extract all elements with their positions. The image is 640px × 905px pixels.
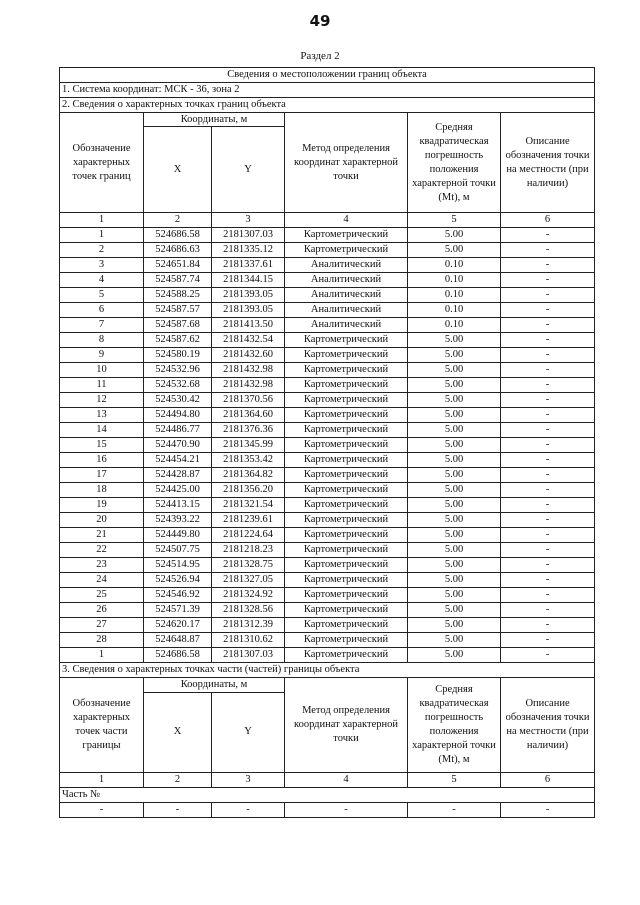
part-cell: -: [285, 803, 408, 818]
cell-coord-x: 524507.75: [144, 543, 212, 558]
cell-point-id: 1: [60, 648, 144, 663]
header-coords: Координаты, м: [144, 113, 285, 127]
cell-method: Аналитический: [285, 273, 408, 288]
cell-coord-y: 2181413.50: [212, 318, 285, 333]
cell-point-id: 22: [60, 543, 144, 558]
cell-error: 5.00: [408, 573, 501, 588]
column-number: 5: [408, 773, 501, 788]
cell-description: -: [501, 243, 595, 258]
cell-coord-x: 524454.21: [144, 453, 212, 468]
cell-method: Картометрический: [285, 243, 408, 258]
cell-error: 0.10: [408, 273, 501, 288]
cell-method: Картометрический: [285, 438, 408, 453]
cell-point-id: 3: [60, 258, 144, 273]
table-row: [60, 393, 595, 408]
cell-method: Картометрический: [285, 423, 408, 438]
cell-coord-x: 524470.90: [144, 438, 212, 453]
cell-point-id: 25: [60, 588, 144, 603]
cell-description: -: [501, 558, 595, 573]
cell-point-id: 23: [60, 558, 144, 573]
cell-error: 0.10: [408, 258, 501, 273]
column-number: 3: [212, 773, 285, 788]
cell-error: 5.00: [408, 438, 501, 453]
header2-coords: Координаты, м: [144, 678, 285, 693]
cell-point-id: 18: [60, 483, 144, 498]
cell-coord-x: 524425.00: [144, 483, 212, 498]
table-row: [60, 378, 595, 393]
cell-description: -: [501, 258, 595, 273]
header-x: X: [144, 127, 212, 213]
cell-description: -: [501, 363, 595, 378]
part-cell: -: [501, 803, 595, 818]
cell-coord-y: 2181345.99: [212, 438, 285, 453]
cell-description: -: [501, 273, 595, 288]
cell-description: -: [501, 543, 595, 558]
cell-coord-y: 2181364.60: [212, 408, 285, 423]
column-number: 3: [212, 213, 285, 228]
cell-description: -: [501, 648, 595, 663]
cell-method: Картометрический: [285, 453, 408, 468]
table-row: [60, 333, 595, 348]
cell-point-id: 7: [60, 318, 144, 333]
cell-coord-x: 524686.58: [144, 228, 212, 243]
header2-point: Обозначение характерных точек части границы: [60, 678, 144, 773]
cell-error: 5.00: [408, 618, 501, 633]
cell-point-id: 16: [60, 453, 144, 468]
header2-y: Y: [212, 692, 285, 772]
cell-error: 5.00: [408, 333, 501, 348]
column-number: 6: [501, 773, 595, 788]
cell-coord-x: 524571.39: [144, 603, 212, 618]
table-row: [60, 633, 595, 648]
cell-method: Картометрический: [285, 378, 408, 393]
cell-coord-y: 2181432.98: [212, 363, 285, 378]
cell-point-id: 5: [60, 288, 144, 303]
cell-description: -: [501, 573, 595, 588]
cell-description: -: [501, 498, 595, 513]
cell-point-id: 15: [60, 438, 144, 453]
cell-coord-y: 2181328.75: [212, 558, 285, 573]
cell-method: Картометрический: [285, 633, 408, 648]
column-number: 4: [285, 213, 408, 228]
cell-method: Картометрический: [285, 648, 408, 663]
cell-method: Картометрический: [285, 333, 408, 348]
section-label: Раздел 2: [300, 50, 340, 62]
cell-coord-y: 2181337.61: [212, 258, 285, 273]
section2-title: 2. Сведения о характерных точках границ объекта: [60, 98, 595, 113]
cell-point-id: 9: [60, 348, 144, 363]
cell-coord-y: 2181356.20: [212, 483, 285, 498]
table-row: [60, 468, 595, 483]
column-numbers-row-2: [60, 773, 595, 788]
cell-error: 5.00: [408, 483, 501, 498]
cell-coord-x: 524494.80: [144, 408, 212, 423]
cell-error: 0.10: [408, 288, 501, 303]
cell-error: 5.00: [408, 408, 501, 423]
cell-coord-x: 524587.74: [144, 273, 212, 288]
cell-error: 5.00: [408, 558, 501, 573]
table-row: [60, 243, 595, 258]
cell-point-id: 6: [60, 303, 144, 318]
cell-description: -: [501, 618, 595, 633]
cell-point-id: 20: [60, 513, 144, 528]
cell-description: -: [501, 303, 595, 318]
cell-coord-y: 2181312.39: [212, 618, 285, 633]
cell-description: -: [501, 333, 595, 348]
cell-coord-y: 2181218.23: [212, 543, 285, 558]
cell-coord-x: 524413.15: [144, 498, 212, 513]
cell-error: 5.00: [408, 453, 501, 468]
cell-method: Картометрический: [285, 603, 408, 618]
table-row: [60, 258, 595, 273]
column-number: 2: [144, 773, 212, 788]
cell-coord-y: 2181393.05: [212, 303, 285, 318]
cell-method: Картометрический: [285, 528, 408, 543]
header2-description: Описание обозначения точки на местности (при наличии): [501, 678, 595, 773]
cell-point-id: 4: [60, 273, 144, 288]
table-row: [60, 648, 595, 663]
table-row: [60, 363, 595, 378]
cell-coord-x: 524532.68: [144, 378, 212, 393]
cell-description: -: [501, 633, 595, 648]
part-cell: -: [408, 803, 501, 818]
cell-description: -: [501, 348, 595, 363]
cell-point-id: 11: [60, 378, 144, 393]
cell-coord-y: 2181335.12: [212, 243, 285, 258]
page-number: 49: [309, 12, 331, 30]
cell-method: Картометрический: [285, 513, 408, 528]
cell-point-id: 8: [60, 333, 144, 348]
cell-coord-y: 2181353.42: [212, 453, 285, 468]
header-method: Метод определения координат характерной точки: [285, 113, 408, 213]
header-error: Средняя квадратическая погрешность положения характерной точки (Mt), м: [408, 113, 501, 213]
cell-method: Картометрический: [285, 408, 408, 423]
table-title: Сведения о местоположении границ объекта: [60, 68, 595, 83]
cell-method: Картометрический: [285, 573, 408, 588]
cell-point-id: 10: [60, 363, 144, 378]
part-cell: -: [144, 803, 212, 818]
cell-method: Картометрический: [285, 468, 408, 483]
part-cell: -: [60, 803, 144, 818]
cell-error: 5.00: [408, 393, 501, 408]
cell-method: Картометрический: [285, 498, 408, 513]
column-number: 6: [501, 213, 595, 228]
cell-point-id: 21: [60, 528, 144, 543]
cell-coord-x: 524620.17: [144, 618, 212, 633]
cell-method: Аналитический: [285, 318, 408, 333]
table-row: [60, 423, 595, 438]
cell-coord-y: 2181327.05: [212, 573, 285, 588]
table-row: [60, 558, 595, 573]
header2-method: Метод определения координат характерной точки: [285, 678, 408, 773]
cell-error: 5.00: [408, 468, 501, 483]
part-label: Часть №: [60, 788, 595, 803]
table-row: [60, 228, 595, 243]
column-number: 4: [285, 773, 408, 788]
table-row: [60, 453, 595, 468]
cell-coord-x: 524651.84: [144, 258, 212, 273]
cell-coord-x: 524449.80: [144, 528, 212, 543]
cell-description: -: [501, 288, 595, 303]
cell-coord-y: 2181370.56: [212, 393, 285, 408]
header2-x: X: [144, 692, 212, 772]
cell-description: -: [501, 408, 595, 423]
column-number: 1: [60, 773, 144, 788]
part-cell: -: [212, 803, 285, 818]
cell-description: -: [501, 588, 595, 603]
cell-description: -: [501, 318, 595, 333]
cell-error: 5.00: [408, 348, 501, 363]
cell-error: 5.00: [408, 513, 501, 528]
cell-error: 5.00: [408, 498, 501, 513]
table-row: [60, 483, 595, 498]
header2-error: Средняя квадратическая погрешность положения характерной точки (Mt), м: [408, 678, 501, 773]
cell-error: 5.00: [408, 543, 501, 558]
cell-description: -: [501, 483, 595, 498]
cell-point-id: 14: [60, 423, 144, 438]
cell-method: Картометрический: [285, 393, 408, 408]
cell-coord-x: 524428.87: [144, 468, 212, 483]
cell-method: Картометрический: [285, 558, 408, 573]
cell-coord-y: 2181307.03: [212, 228, 285, 243]
cell-point-id: 13: [60, 408, 144, 423]
cell-method: Картометрический: [285, 543, 408, 558]
column-numbers-row: [60, 213, 595, 228]
table-row: [60, 543, 595, 558]
boundary-table: [59, 67, 595, 818]
cell-coord-y: 2181324.92: [212, 588, 285, 603]
cell-description: -: [501, 228, 595, 243]
cell-error: 0.10: [408, 318, 501, 333]
cell-error: 5.00: [408, 528, 501, 543]
cell-description: -: [501, 423, 595, 438]
table-row: [60, 303, 595, 318]
cell-error: 5.00: [408, 378, 501, 393]
table-row: [60, 438, 595, 453]
cell-error: 5.00: [408, 363, 501, 378]
column-number: 2: [144, 213, 212, 228]
cell-coord-x: 524526.94: [144, 573, 212, 588]
cell-coord-x: 524587.57: [144, 303, 212, 318]
cell-method: Картометрический: [285, 363, 408, 378]
cell-description: -: [501, 393, 595, 408]
cell-point-id: 24: [60, 573, 144, 588]
table-row: [60, 288, 595, 303]
table-row: [60, 603, 595, 618]
cell-method: Картометрический: [285, 618, 408, 633]
section3-title: 3. Сведения о характерных точках части (частей) границы объекта: [60, 663, 595, 678]
cell-coord-x: 524532.96: [144, 363, 212, 378]
cell-coord-x: 524686.63: [144, 243, 212, 258]
cell-point-id: 19: [60, 498, 144, 513]
cell-description: -: [501, 513, 595, 528]
cell-coord-x: 524530.42: [144, 393, 212, 408]
cell-error: 0.10: [408, 303, 501, 318]
table-row: [60, 528, 595, 543]
cell-description: -: [501, 453, 595, 468]
cell-coord-y: 2181224.64: [212, 528, 285, 543]
cell-coord-x: 524514.95: [144, 558, 212, 573]
cell-coord-y: 2181432.54: [212, 333, 285, 348]
cell-error: 5.00: [408, 648, 501, 663]
cell-coord-y: 2181321.54: [212, 498, 285, 513]
cell-description: -: [501, 528, 595, 543]
cell-method: Аналитический: [285, 258, 408, 273]
table-row: [60, 273, 595, 288]
cell-coord-x: 524588.25: [144, 288, 212, 303]
cell-description: -: [501, 468, 595, 483]
table-row: [60, 588, 595, 603]
cell-method: Картометрический: [285, 228, 408, 243]
table-row: [60, 408, 595, 423]
cell-point-id: 1: [60, 228, 144, 243]
cell-coord-y: 2181344.15: [212, 273, 285, 288]
cell-point-id: 28: [60, 633, 144, 648]
coord-system: 1. Система координат: МСК - 36, зона 2: [60, 83, 595, 98]
cell-method: Аналитический: [285, 303, 408, 318]
table-row: [60, 618, 595, 633]
cell-coord-y: 2181307.03: [212, 648, 285, 663]
cell-coord-x: 524580.19: [144, 348, 212, 363]
cell-coord-y: 2181432.98: [212, 378, 285, 393]
header-point: Обозначение характерных точек границ: [60, 113, 144, 213]
table-row: [60, 498, 595, 513]
cell-coord-x: 524587.68: [144, 318, 212, 333]
cell-coord-y: 2181393.05: [212, 288, 285, 303]
cell-description: -: [501, 603, 595, 618]
cell-method: Картометрический: [285, 483, 408, 498]
cell-coord-x: 524648.87: [144, 633, 212, 648]
cell-method: Картометрический: [285, 588, 408, 603]
cell-coord-y: 2181328.56: [212, 603, 285, 618]
cell-coord-y: 2181310.62: [212, 633, 285, 648]
cell-coord-x: 524486.77: [144, 423, 212, 438]
cell-method: Аналитический: [285, 288, 408, 303]
cell-error: 5.00: [408, 243, 501, 258]
cell-description: -: [501, 438, 595, 453]
cell-method: Картометрический: [285, 348, 408, 363]
cell-error: 5.00: [408, 228, 501, 243]
cell-point-id: 17: [60, 468, 144, 483]
cell-point-id: 2: [60, 243, 144, 258]
table-row: [60, 573, 595, 588]
cell-coord-y: 2181432.60: [212, 348, 285, 363]
cell-point-id: 27: [60, 618, 144, 633]
cell-error: 5.00: [408, 633, 501, 648]
column-number: 5: [408, 213, 501, 228]
cell-coord-x: 524686.58: [144, 648, 212, 663]
table-row: [60, 348, 595, 363]
cell-coord-y: 2181364.82: [212, 468, 285, 483]
cell-error: 5.00: [408, 603, 501, 618]
cell-coord-y: 2181239.61: [212, 513, 285, 528]
cell-point-id: 26: [60, 603, 144, 618]
table-row: [60, 513, 595, 528]
table-row: [60, 318, 595, 333]
cell-error: 5.00: [408, 423, 501, 438]
cell-description: -: [501, 378, 595, 393]
cell-coord-x: 524546.92: [144, 588, 212, 603]
cell-error: 5.00: [408, 588, 501, 603]
cell-point-id: 12: [60, 393, 144, 408]
cell-coord-x: 524587.62: [144, 333, 212, 348]
cell-coord-x: 524393.22: [144, 513, 212, 528]
header-description: Описание обозначения точки на местности (при наличии): [501, 113, 595, 213]
part-row: [60, 803, 595, 818]
cell-coord-y: 2181376.36: [212, 423, 285, 438]
column-number: 1: [60, 213, 144, 228]
header-y: Y: [212, 127, 285, 213]
